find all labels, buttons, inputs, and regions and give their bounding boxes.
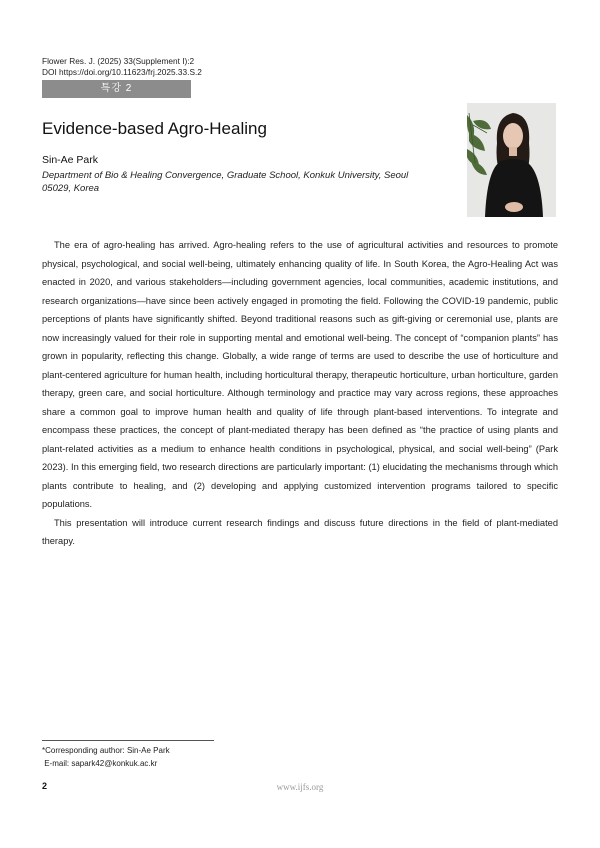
author-photo — [467, 103, 556, 217]
journal-line: Flower Res. J. (2025) 33(Supplement I):2 — [42, 56, 195, 66]
article-body — [42, 236, 558, 551]
section-label-bar: 특강 2 — [42, 80, 191, 98]
article-title: Evidence-based Agro-Healing — [42, 119, 267, 138]
doi-line: DOI https://doi.org/10.11623/frj.2025.33.S.2 — [42, 67, 202, 77]
body-paragraph: The era of agro-healing has arrived. Agro-healing refers to the use of agricultural activities and resources to promote physical, psychological, and social well-being, ultimately enhancing quality of life. In South Korea, the Agro-Healing Act was enacted in 2020, and various stakeholders—including government agencies, local communities, academic institutions, and research organizations—have since been actively engaged in promoting the field. Following the COVID-19 pandemic, public perceptions of plants have significantly shifted. Beyond traditional reasons such as gift-giving or ceremonial use, plants are now increasingly valued for their role in supporting mental and emotional well-being. The concept of “companion plants” has grown in popularity, reflecting this change. Globally, a wide range of terms are used to describe the use of horticulture and plant-centered agriculture for human health, including horticultural therapy, therapeutic horticulture, urban horticulture, garden therapy, green care, and social horticulture. Although terminology and practice may vary across regions, these approaches share a common goal to improve human health and quality of life through plant-based interventions. To integrate and encompass these practices, the concept of plant-mediated therapy has been defined as “the practice of using plants and plant-related activities as a medium to enhance health conditions in psychological, physical, and social well-being” (Park 2023). In this emerging field, two research directions are particularly important: (1) elucidating the mechanisms through which plants contribute to healing, and (2) developing and applying customized intervention programs tailored to specific populations. — [42, 240, 558, 509]
footnote — [42, 744, 170, 770]
page-number: 2 — [42, 781, 48, 791]
footnote-divider — [42, 740, 214, 741]
body-paragraph: This presentation will introduce current research findings and discuss future directions in the field of plant-mediated therapy. — [42, 517, 558, 546]
corresponding-author: *Corresponding author: Sin-Ae Park — [42, 746, 170, 755]
journal-website: www.ijfs.org — [276, 782, 324, 792]
author-email: E-mail: sapark42@konkuk.ac.kr — [42, 759, 158, 768]
author-affiliation: Department of Bio & Healing Convergence, Graduate School, Konkuk University, Seoul 05029, Korea — [42, 170, 409, 194]
journal-citation — [42, 56, 202, 78]
author-name: Sin-Ae Park — [42, 154, 99, 166]
